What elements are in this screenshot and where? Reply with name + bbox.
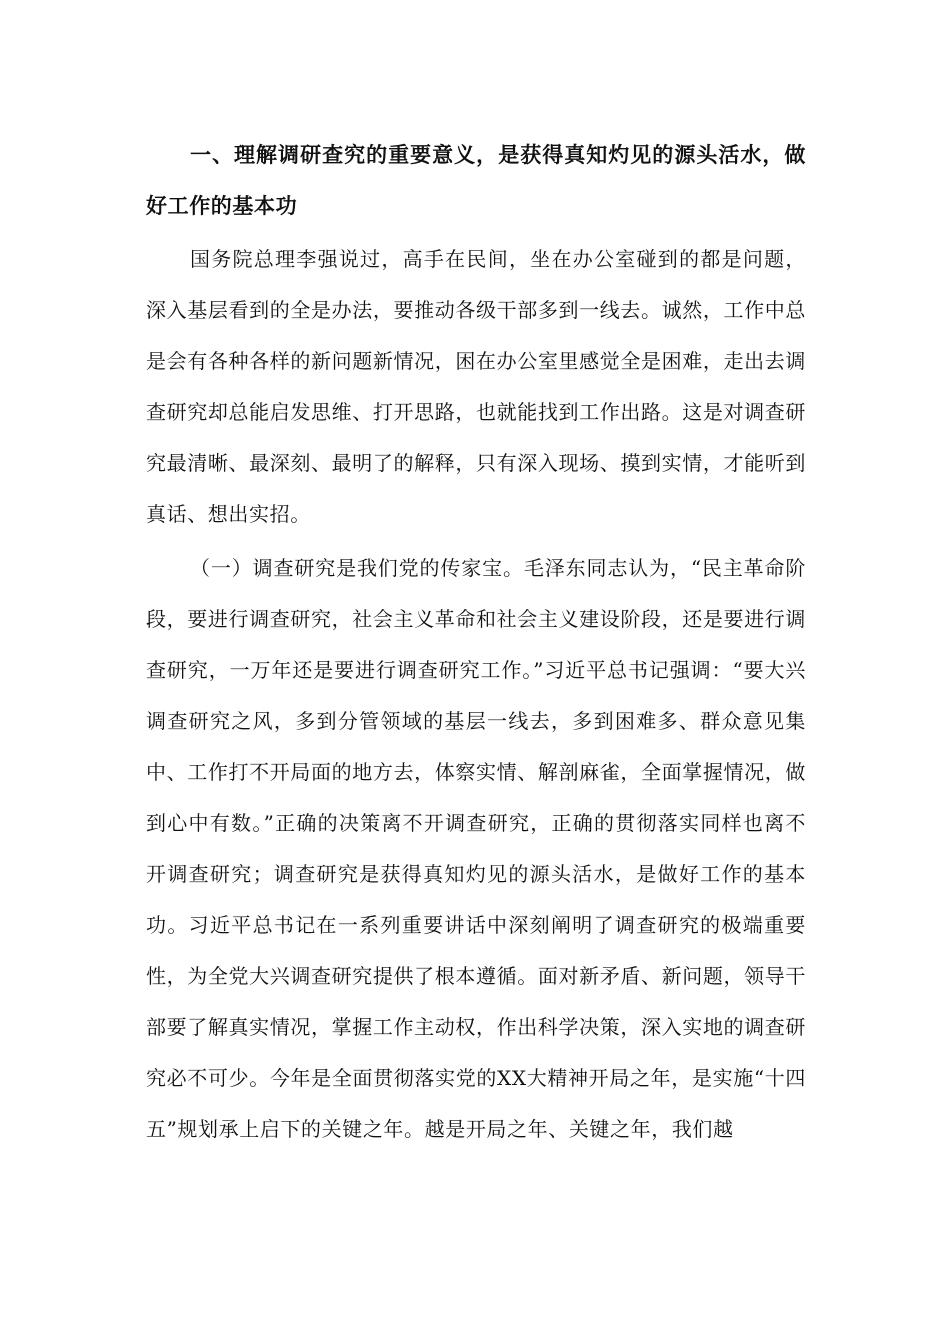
paragraph-intro: 国务院总理李强说过，高手在民间，坐在办公室碰到的都是问题，深入基层看到的全是办法，要推动各级干部多到一线去。诚然，工作中总是会有各种各样的新问题新情况，困在办公室里感觉全是困难，走出去调查研究却总能启发思维、打开思路，也就能找到工作出路。这是对调查研究最清晰、最深刻、最明了的解释，只有深入现场、摸到实情，才能听到真话、想出实招。 xyxy=(146,247,806,526)
document-body xyxy=(146,129,806,1155)
paragraph-subsection-1: （一）调查研究是我们党的传家宝。毛泽东同志认为，“民主革命阶段，要进行调查研究，社会主义革命和社会主义建设阶段，还是要进行调查研究，一万年还是要进行调查研究工作。”习近平总书记强调：“要大兴调查研究之风，多到分管领域的基层一线去，多到困难多、群众意见集中、工作打不开局面的地方去，体察实情、解剖麻雀，全面掌握情况，做到心中有数。”正确的决策离不开调查研究，正确的贯彻落实同样也离不开调查研究；调查研究是获得真知灼见的源头活水，是做好工作的基本功。习近平总书记在一系列重要讲话中深刻阐明了调查研究的极端重要性，为全党大兴调查研究提供了根本遵循。面对新矛盾、新问题，领导干部要了解真实情况，掌握工作主动权，作出科学决策，深入实地的调查研究必不可少。今年是全面贯彻落实党的XX大精神开局之年，是实施“十四五”规划承上启下的关键之年。越是开局之年、关键之年，我们越 xyxy=(146,556,806,1141)
section-heading: 一、理解调研查究的重要意义，是获得真知灼见的源头活水，做好工作的基本功 xyxy=(146,142,806,218)
